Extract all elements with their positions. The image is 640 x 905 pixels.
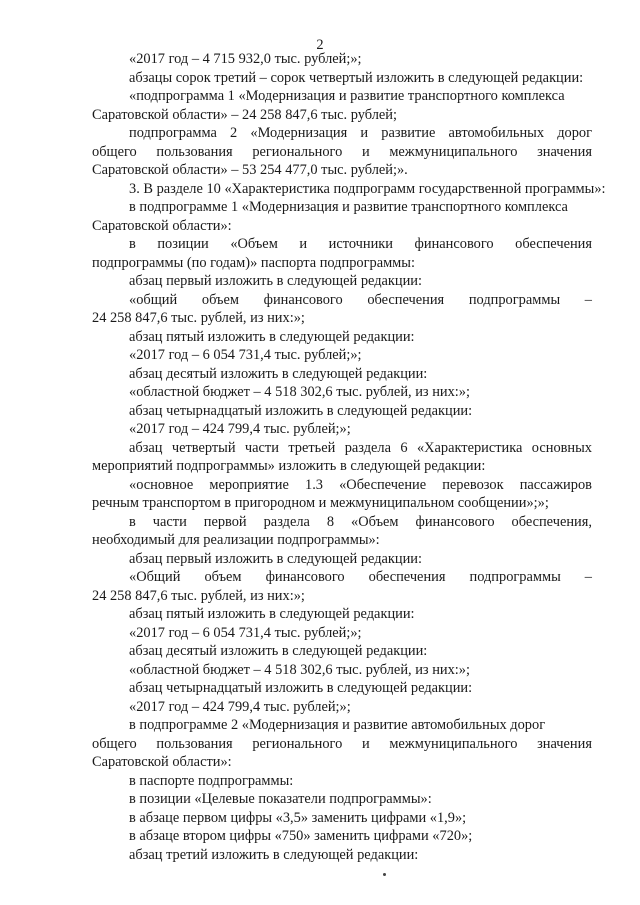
text-word: «Объем (351, 513, 399, 530)
text-line: «областной бюджет – 4 518 302,6 тыс. рублей, из них:»; (129, 661, 470, 678)
text-word: и (361, 143, 370, 160)
text-line: «2017 год – 424 799,4 тыс. рублей;»; (129, 421, 351, 437)
text-word: и (360, 125, 369, 141)
text-word: и (299, 236, 308, 252)
text-word: «Модернизация (250, 125, 348, 141)
text-word: обеспечения (368, 569, 446, 585)
text-word: и (361, 735, 370, 752)
text-word: части (152, 513, 187, 530)
text-line: абзац третий изложить в следующей редакции: (129, 846, 419, 863)
text-word: межмуниципального (389, 143, 518, 160)
text-word: пользования (156, 735, 233, 752)
text-word: части (244, 439, 279, 456)
text-word: объем (204, 569, 242, 585)
text-line: абзац десятый изложить в следующей редакции: (129, 365, 428, 382)
text-line: абзац четырнадцатый изложить в следующей редакции: (129, 402, 473, 419)
text-line: 24 258 847,6 тыс. рублей, из них:»; (92, 587, 305, 604)
text-word: третьей (288, 439, 336, 456)
text-word: автомобильных (448, 125, 545, 141)
text-word: в (129, 236, 136, 252)
text-line: в абзаце втором цифры «750» заменить цифрами «720»; (129, 828, 473, 844)
text-word: развитие (381, 125, 436, 141)
text-word: пользования (156, 143, 233, 160)
text-word: значения (537, 143, 592, 160)
text-line: «областной бюджет – 4 518 302,6 тыс. рублей, из них:»; (129, 384, 470, 400)
text-word: общего (92, 143, 137, 160)
text-line: абзац десятый изложить в следующей редакции: (129, 643, 428, 659)
text-word: «Характеристика (416, 439, 523, 456)
text-word: «Общий (129, 569, 181, 585)
text-word: подпрограммы (468, 291, 561, 308)
text-line: абзац первый изложить в следующей редакции: (129, 550, 423, 567)
text-word: 1.3 (305, 476, 323, 493)
text-word: значения (537, 735, 592, 752)
text-line: «2017 год – 424 799,4 тыс. рублей;»; (129, 698, 351, 715)
text-word: – (584, 291, 592, 308)
text-line: в позиции «Целевые показатели подпрограммы»: (129, 791, 432, 807)
text-line: речным транспортом в пригородном и межмуниципальном сообщении»;»; (92, 495, 549, 511)
text-word: раздела (344, 439, 391, 456)
text-line: «2017 год – 6 054 731,4 тыс. рублей;»; (129, 347, 362, 363)
text-word: абзац (129, 439, 163, 456)
text-line: «2017 год – 6 054 731,4 тыс. рублей;»; (129, 624, 362, 641)
text-line: в подпрограмме 2 «Модернизация и развитие автомобильных дорог (129, 717, 546, 733)
text-word: раздела (263, 513, 310, 530)
text-word: межмуниципального (389, 735, 518, 752)
text-line: 3. В разделе 10 «Характеристика подпрограмм государственной программы»: (129, 180, 606, 197)
text-line: абзацы сорок третий – сорок четвертый изложить в следующей редакции: (129, 69, 584, 86)
text-line (92, 143, 592, 161)
text-line: абзац пятый изложить в следующей редакции: (129, 606, 415, 622)
text-word: позиции (157, 236, 209, 252)
text-line (129, 513, 592, 531)
text-word: дорог (557, 125, 592, 141)
text-word: регионального (252, 143, 343, 160)
text-word: 8 (326, 513, 335, 530)
scan-speck (383, 873, 386, 876)
text-word: пассажиров (519, 476, 592, 493)
text-word: регионального (252, 735, 343, 752)
text-word: четвертый (171, 439, 236, 456)
text-word: общего (92, 735, 137, 752)
text-line (129, 568, 592, 586)
text-line: Саратовской области» – 53 254 477,0 тыс. рублей;». (92, 162, 408, 178)
text-line: 24 258 847,6 тыс. рублей, из них:»; (92, 310, 305, 326)
text-word: обеспечения (515, 236, 592, 252)
text-word: мероприятие (209, 476, 289, 493)
text-word: подпрограмма (129, 125, 217, 141)
text-word: перевозок (442, 476, 504, 493)
text-line: мероприятий подпрограммы» изложить в следующей редакции: (92, 458, 486, 474)
text-word: – (584, 569, 592, 585)
text-line (129, 439, 592, 457)
text-word: первой (203, 513, 247, 530)
text-line: Саратовской области»: (92, 754, 232, 770)
text-line: Саратовской области» – 24 258 847,6 тыс. рублей; (92, 106, 397, 123)
text-line (129, 291, 592, 309)
text-line: абзац пятый изложить в следующей редакции: (129, 328, 415, 345)
text-line: в абзаце первом цифры «3,5» заменить цифрами «1,9»; (129, 809, 467, 826)
text-word: основных (531, 439, 592, 456)
text-word: «основное (129, 476, 194, 493)
text-word: финансового (415, 513, 495, 530)
text-word: финансового (414, 236, 494, 252)
text-line: в паспорте подпрограммы: (129, 772, 294, 789)
text-word: 6 (400, 439, 408, 456)
text-word: финансового (263, 291, 343, 308)
text-word: обеспечения, (511, 513, 592, 530)
text-line: абзац четырнадцатый изложить в следующей редакции: (129, 680, 473, 696)
text-line (92, 735, 592, 753)
text-line: абзац первый изложить в следующей редакции: (129, 273, 423, 289)
text-word: финансового (265, 569, 345, 585)
page-number: 2 (316, 37, 324, 53)
text-word: «Обеспечение (339, 476, 427, 493)
text-word: в (129, 513, 136, 530)
text-word: 2 (230, 125, 238, 141)
text-word: «общий (129, 291, 178, 308)
text-line: «подпрограмма 1 «Модернизация и развитие транспортного комплекса (129, 88, 565, 104)
text-word: обеспечения (367, 291, 445, 308)
text-line: в подпрограмме 1 «Модернизация и развитие транспортного комплекса (129, 199, 568, 215)
text-line: необходимый для реализации подпрограммы»: (92, 532, 380, 548)
text-line (129, 124, 592, 142)
text-word: источники (328, 236, 393, 252)
text-line: «2017 год – 4 715 932,0 тыс. рублей;»; (129, 51, 362, 67)
text-word: «Объем (230, 236, 278, 252)
text-line (129, 235, 592, 253)
text-line (129, 476, 592, 494)
text-word: подпрограммы (469, 569, 561, 585)
text-line: Саратовской области»: (92, 217, 232, 234)
text-word: объем (201, 291, 239, 308)
text-line: подпрограммы (по годам)» паспорта подпрограммы: (92, 254, 415, 271)
